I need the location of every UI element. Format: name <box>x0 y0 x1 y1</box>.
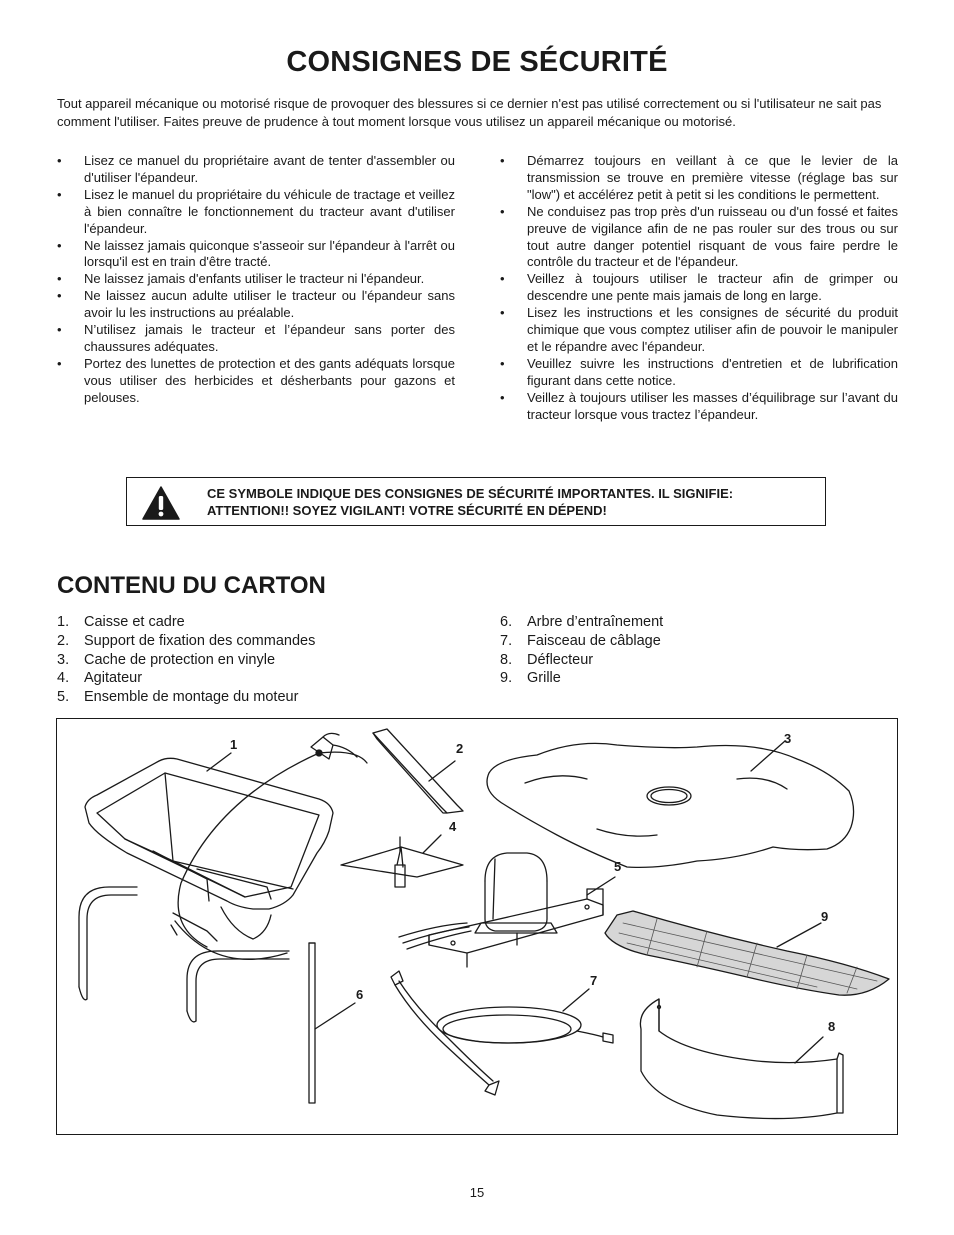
callout-3: 3 <box>784 731 792 746</box>
item-label: Agitateur <box>84 670 143 687</box>
item-label: Cache de protection en vinyle <box>84 651 276 668</box>
callout-4: 4 <box>449 819 457 834</box>
wiring-harness-drawing <box>391 971 613 1095</box>
deflector-drawing <box>640 999 843 1119</box>
list-item: • Ne laissez aucun adulte utiliser le tracteur ou l'épandeur sans avoir lu les instructions au préalable. <box>57 288 455 322</box>
warning-line-2: ATTENTION!! SOYEZ VIGILANT! VOTRE SÉCURITÉ EN DÉPEND! <box>207 503 607 518</box>
list-item <box>500 632 663 651</box>
page-number: 15 <box>469 1185 485 1200</box>
parts-illustration <box>56 718 898 1135</box>
list-item <box>57 632 315 651</box>
callout-2: 2 <box>456 741 464 756</box>
hopper-drawing <box>79 733 367 1021</box>
list-item: • N’utilisez jamais le tracteur et l’épandeur sans porter des chaussures adéquates. <box>57 322 455 356</box>
grille-drawing <box>605 911 889 995</box>
contents-list-left <box>57 613 315 707</box>
item-label: Support de fixation des commandes <box>84 632 316 649</box>
item-number: 8. <box>500 651 513 668</box>
page-title: CONSIGNES DE SÉCURITÉ <box>286 46 668 78</box>
safety-list-left <box>57 153 455 407</box>
list-item: • Ne laissez jamais d'enfants utiliser le tracteur ni l'épandeur. <box>57 271 455 288</box>
list-item <box>500 669 663 688</box>
list-item <box>57 688 315 707</box>
parts-drawing <box>57 719 899 1136</box>
callout-1: 1 <box>230 737 238 752</box>
item-number: 1. <box>57 614 70 630</box>
contents-list-right <box>500 613 663 688</box>
item-number: 6. <box>500 614 513 630</box>
list-item: • Veuillez suivre les instructions d'entretien et de lubrification figurant dans cette notice. <box>500 356 898 390</box>
item-number: 3. <box>57 651 70 668</box>
item-number: 4. <box>57 670 70 687</box>
callout-7: 7 <box>590 973 598 988</box>
callout-8: 8 <box>828 1019 836 1034</box>
list-item: • Lisez le manuel du propriétaire du véhicule de tractage et veillez à bien connaître le fonctionnement du tracteur avant d'utiliser l'épandeur. <box>57 187 455 238</box>
safety-warning-box <box>126 477 826 526</box>
list-item: • Démarrez toujours en veillant à ce que le levier de la transmission se trouve en première vitesse (réglage bas sur "low") et accélérez petit à petit si les conditions le permettent. <box>500 153 898 204</box>
safety-intro: Tout appareil mécanique ou motorisé risque de provoquer des blessures si ce dernier n'est pas utilisé correctement ou si l'utilisateur ne sait pas comment l'utiliser. Faites preuve de prudence à tout moment lorsque vous utilisez un appareil mécanique ou motorisé. <box>57 96 882 129</box>
list-item: • Veillez à toujours utiliser les masses d’équilibrage sur l’avant du tracteur lorsque vous tractez l’épandeur. <box>500 390 898 424</box>
list-item: • Ne laissez jamais quiconque s'asseoir sur l'épandeur à l'arrêt ou lorsqu'il est en train d'être tracté. <box>57 238 455 272</box>
item-label: Arbre d’entraînement <box>527 614 664 630</box>
list-item: • Portez des lunettes de protection et des gants adéquats lorsque vous utiliser des herbicides et désherbants pour gazons et pelouses. <box>57 356 455 407</box>
item-label: Grille <box>527 670 561 687</box>
list-item <box>500 613 663 632</box>
item-label: Caisse et cadre <box>84 614 185 630</box>
item-label: Faisceau de câblage <box>527 632 661 649</box>
callout-5: 5 <box>614 859 622 874</box>
list-item: • Lisez ce manuel du propriétaire avant de tenter d'assembler ou d'utiliser l'épandeur. <box>57 153 455 187</box>
section-title: CONTENU DU CARTON <box>57 572 326 599</box>
item-number: 9. <box>500 670 513 687</box>
list-item <box>500 651 663 670</box>
callout-9: 9 <box>821 909 829 924</box>
motor-mount-drawing <box>399 853 603 967</box>
list-item: • Ne conduisez pas trop près d'un ruisseau ou d'un fossé et faites preuve de vigilance afin de ne pas rouler sur des trous ou sur tout autre danger potentiel risquant de vous faire perdre le contrôle du tracteur et de l'épandeur. <box>500 204 898 272</box>
bracket-drawing <box>373 729 463 813</box>
item-number: 2. <box>57 632 70 649</box>
safety-list-right <box>500 153 898 424</box>
callout-6: 6 <box>356 987 364 1002</box>
warning-triangle-icon <box>142 486 180 520</box>
item-label: Déflecteur <box>527 651 594 668</box>
warning-text <box>207 485 819 519</box>
list-item <box>57 669 315 688</box>
list-item: • Lisez les instructions et les consignes de sécurité du produit chimique que vous comptez utiliser afin de pouvoir le manipuler et le répandre avec l'épandeur. <box>500 305 898 356</box>
item-label: Ensemble de montage du moteur <box>84 689 299 706</box>
list-item <box>57 613 315 632</box>
list-item: • Veillez à toujours utiliser le tracteur afin de grimper ou descendre une pente mais jamais de long en large. <box>500 271 898 305</box>
warning-line-1: CE SYMBOLE INDIQUE DES CONSIGNES DE SÉCURITÉ IMPORTANTES. IL SIGNIFIE: <box>207 486 734 501</box>
list-item <box>57 651 315 670</box>
agitator-drawing <box>341 837 463 887</box>
item-number: 5. <box>57 689 70 706</box>
vinyl-cover-drawing <box>487 743 854 867</box>
drive-shaft-drawing <box>309 943 315 1103</box>
item-number: 7. <box>500 632 513 649</box>
